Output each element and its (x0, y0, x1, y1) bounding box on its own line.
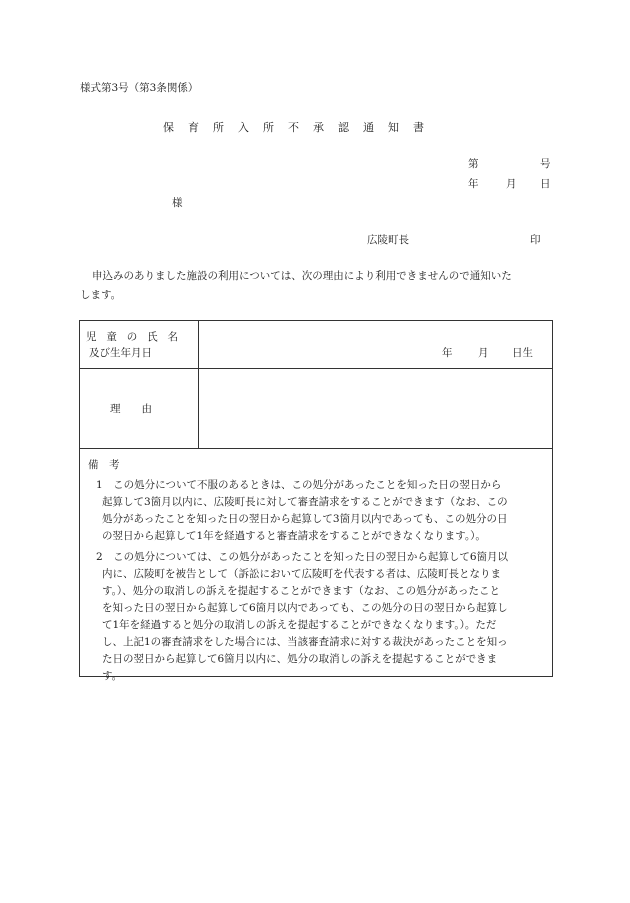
date-day: 日 (540, 178, 551, 190)
seal-mark: 印 (530, 234, 541, 246)
table-divider (198, 321, 199, 448)
document-title: 保育所入所不承認通知書 (163, 121, 438, 134)
note-1-line-4: の翌日から起算して1年を経過すると審査請求をすることができなくなります。）。 (102, 530, 486, 542)
note-2-line-5: て1年を経過すると処分の取消しの訴えを提起することができなくなります。）。ただ (102, 619, 497, 631)
child-label-line-1: 児 童 の 氏 名 (86, 331, 178, 343)
issuer-name: 広陵町長 (367, 234, 409, 246)
note-2-line-7: た日の翌日から起算して6箇月以内に、処分の取消しの訴えを提起することができま (102, 653, 498, 665)
note-1-line-3: 処分があったことを知った日の翌日から起算して3箇月以内であっても、この処分の日 (102, 513, 508, 525)
notice-table (79, 320, 553, 682)
intro-line-1: 申込みのありました施設の利用については、次の理由により利用できませんので通知いた (92, 270, 512, 282)
note-2-line-4: を知った日の翌日から起算して6箇月以内であっても、この処分の日の翌日から起算し (102, 602, 508, 614)
note-2-line-1: 2 この処分については、この処分があったことを知った日の翌日から起算して6箇月以 (96, 551, 509, 563)
birth-month: 月 (478, 347, 489, 359)
addressee-suffix: 様 (172, 197, 183, 209)
note-1-line-2: 起算して3箇月以内に、広陵町長に対して審査請求をすることができます（なお、この (102, 496, 508, 508)
intro-line-2: します。 (80, 289, 122, 301)
form-number: 様式第3号（第3条関係） (80, 82, 199, 94)
reason-label: 理 由 (110, 403, 152, 415)
birth-year: 年 (442, 347, 453, 359)
doc-number-prefix: 第 (468, 158, 479, 170)
note-2-line-2: 内に、広陵町を被告として（訴訟において広陵町を代表する者は、広陵町長となりま (102, 568, 501, 580)
note-1-line-1: 1 この処分について不服のあるときは、この処分があったことを知った日の翌日から (96, 479, 502, 491)
doc-number-suffix: 号 (540, 158, 551, 170)
date-month: 月 (506, 178, 517, 190)
reason-row (80, 368, 552, 449)
note-2-line-8: す。 (102, 670, 123, 682)
birth-day: 日生 (512, 347, 533, 359)
date-year: 年 (468, 178, 479, 190)
note-2-line-6: し、上記1の審査請求をした場合には、当該審査請求に対する裁決があったことを知っ (102, 636, 508, 648)
child-row (80, 321, 552, 369)
child-label-line-2: 及び生年月日 (89, 347, 152, 359)
note-2-line-3: す。）、処分の取消しの訴えを提起することができます（なお、この処分があったこと (102, 585, 501, 597)
notes-heading: 備 考 (88, 459, 120, 471)
